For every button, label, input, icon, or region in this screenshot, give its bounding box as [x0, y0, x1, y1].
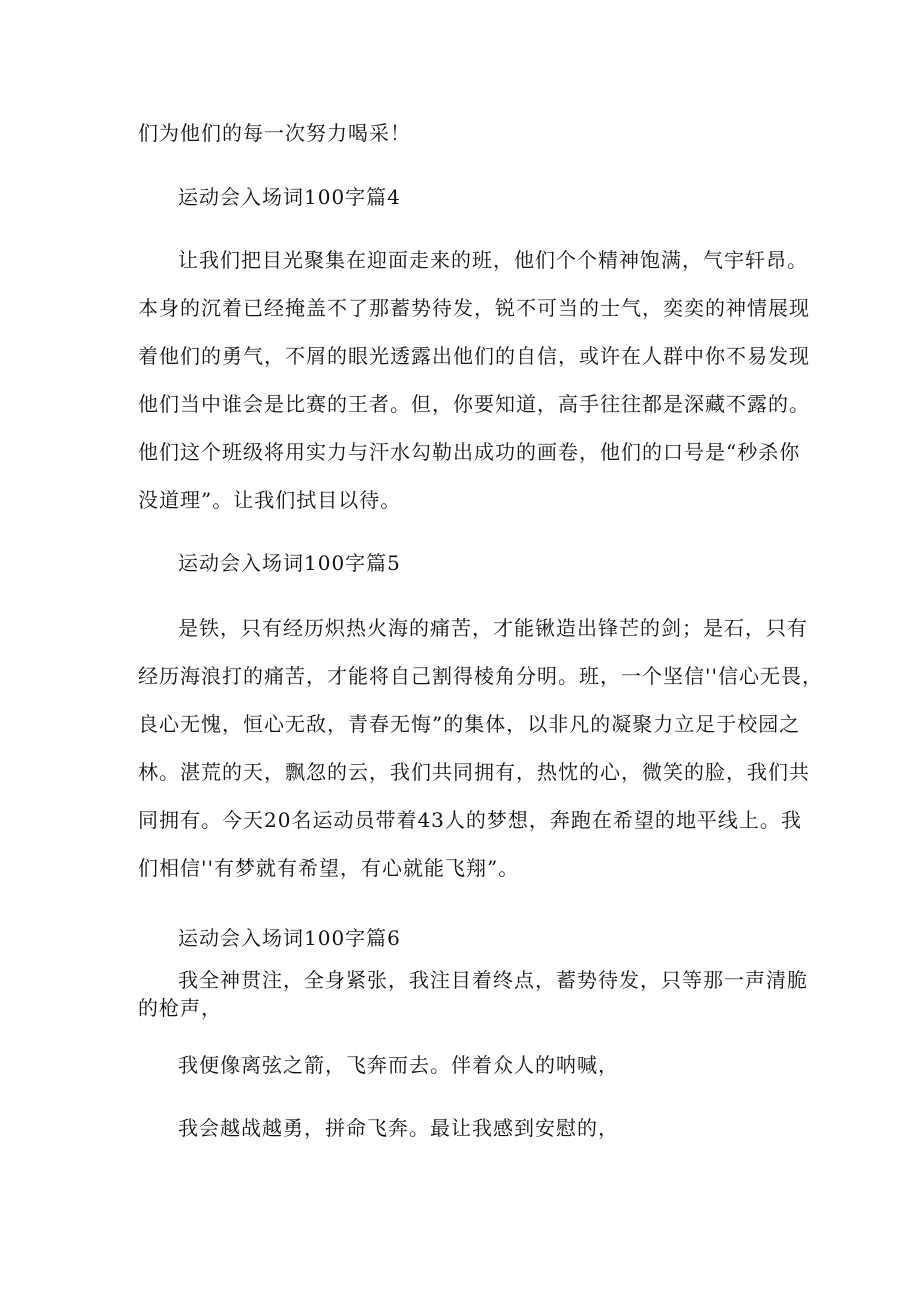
section-heading-6: 运动会入场词100字篇6: [178, 926, 401, 950]
paragraph-line: 我便像离弦之箭，飞奔而去。伴着众人的呐喊，: [178, 1053, 619, 1077]
paragraph-line: 我会越战越勇，拼命飞奔。最让我感到安慰的，: [178, 1116, 619, 1140]
paragraph-line: 他们这个班级将用实力与汗水勾勒出成功的画卷，他们的口号是“秒杀你: [138, 440, 801, 464]
paragraph-line: 他们当中谁会是比赛的王者。但，你要知道，高手往往都是深藏不露的。: [138, 392, 810, 416]
paragraph-line: 没道理”。让我们拭目以待。: [138, 488, 402, 512]
paragraph-line: 我全神贯注，全身紧张，我注目着终点，蓄势待发，只等那一声清脆: [178, 968, 808, 992]
paragraph-line: 是铁，只有经历炽热火海的痛苦，才能锹造出锋芒的剑；是石，只有: [178, 616, 808, 640]
paragraph-line: 们相信''有梦就有希望，有心就能飞翔”。: [138, 856, 520, 880]
section-heading-4: 运动会入场词100字篇4: [178, 185, 401, 209]
paragraph-line: 同拥有。今天20名运动员带着43人的梦想，奔跑在希望的地平线上。我: [138, 808, 802, 832]
paragraph-line: 的枪声，: [138, 996, 222, 1020]
paragraph-line: 本身的沉着已经掩盖不了那蓄势待发，锐不可当的士气，奕奕的神情展现: [138, 296, 810, 320]
paragraph-line: 让我们把目光聚集在迎面走来的班，他们个个精神饱满，气宇轩昂。: [178, 248, 808, 272]
section-heading-5: 运动会入场词100字篇5: [178, 551, 401, 575]
paragraph-line: 着他们的勇气，不屑的眼光透露出他们的自信，或许在人群中你不易发现: [138, 344, 810, 368]
paragraph-line: 林。湛荒的天，飘忽的云，我们共同拥有，热忱的心，微笑的脸，我们共: [138, 760, 810, 784]
paragraph-line: 良心无愧，恒心无敌，青春无悔”的集体，以非凡的凝聚力立足于校园之: [138, 712, 801, 736]
paragraph-line: 们为他们的每一次努力喝采！: [138, 121, 411, 145]
paragraph-line: 经历海浪打的痛苦，才能将自己割得棱角分明。班，一个坚信''信心无畏，: [138, 664, 823, 688]
